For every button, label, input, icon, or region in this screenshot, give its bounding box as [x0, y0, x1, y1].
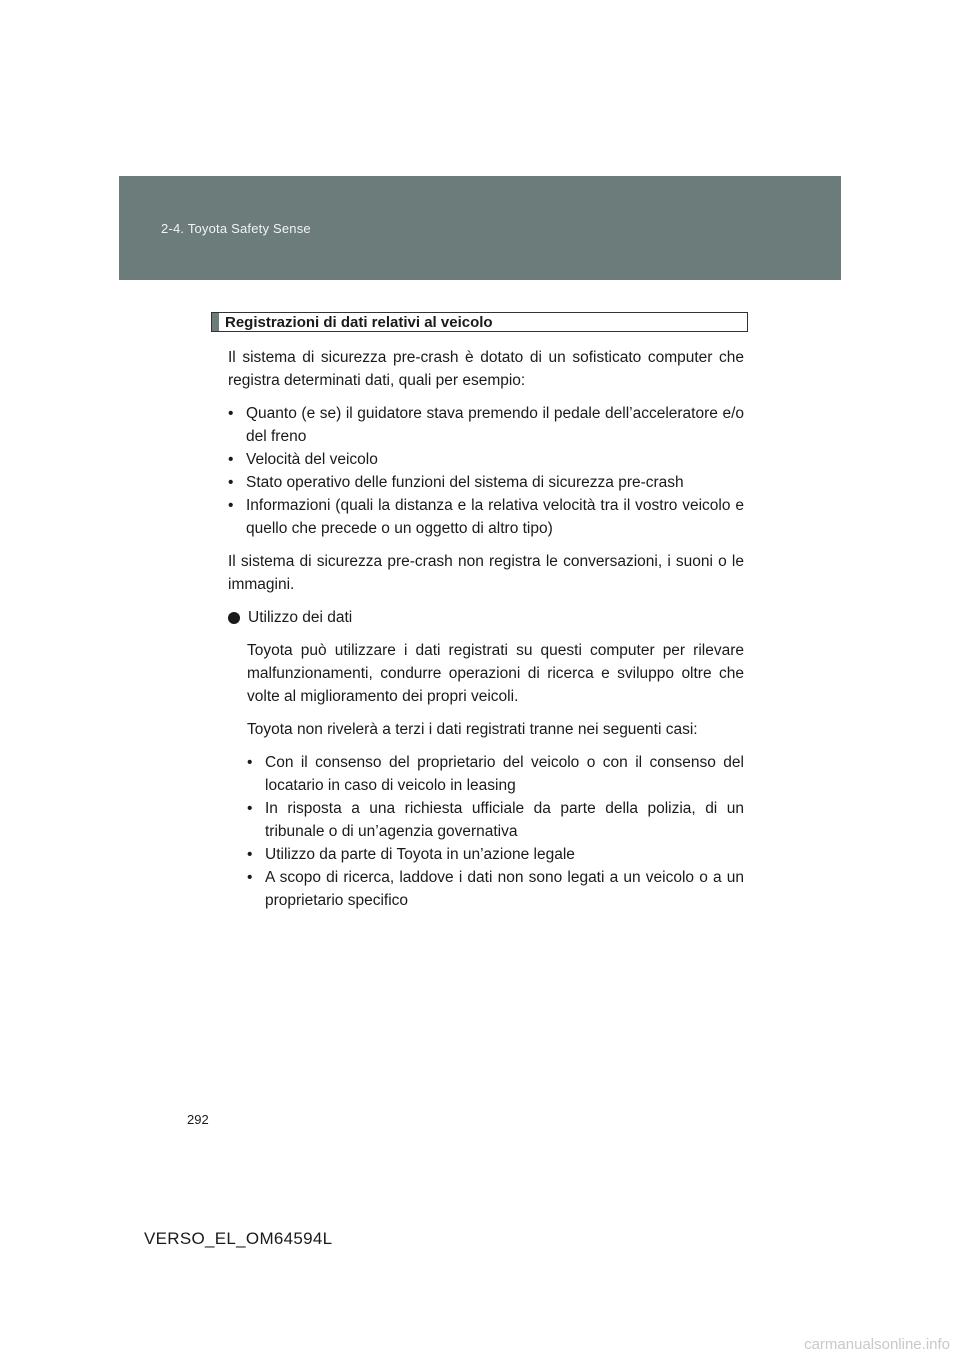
list-item: • A scopo di ricerca, laddove i dati non sono legati a un veicolo o a un proprietario specifico [247, 866, 744, 912]
heading-title: Registrazioni di dati relativi al veicolo [225, 313, 493, 331]
bullet-icon: • [247, 846, 253, 863]
footer-code: VERSO_EL_OM64594L [144, 1229, 333, 1248]
bullet-icon: • [247, 754, 253, 771]
list-item: • Stato operativo delle funzioni del sistema di sicurezza pre-crash [228, 471, 744, 494]
heading-accent-bar [212, 313, 219, 331]
bullet-icon: • [228, 474, 234, 491]
bullet-icon: • [228, 497, 234, 514]
data-use-title: Utilizzo dei dati [248, 609, 353, 626]
disclosure-paragraph: Toyota non rivelerà a terzi i dati registrati tranne nei seguenti casi: [247, 721, 698, 738]
list-item: • Informazioni (quali la distanza e la relativa velocità tra il vostro veicolo e quello che precede o un oggetto di altro tipo) [228, 494, 744, 540]
section-heading [211, 312, 748, 332]
list-item: • Utilizzo da parte di Toyota in un’azione legale [247, 843, 744, 866]
page-number: 292 [187, 1112, 209, 1127]
bullet-icon: • [228, 451, 234, 468]
disclosure-cases-list [247, 751, 744, 912]
intro-paragraph: Il sistema di sicurezza pre-crash è dotato di un sofisticato computer che registra determinati dati, quali per esempio: [228, 349, 744, 389]
bullet-icon: • [228, 405, 234, 422]
list-item: • In risposta a una richiesta ufficiale da parte della polizia, di un tribunale o di un’agenzia governativa [247, 797, 744, 843]
not-recorded-paragraph: Il sistema di sicurezza pre-crash non registra le conversazioni, i suoni o le immagini. [228, 553, 744, 593]
data-use-section [228, 639, 744, 912]
bullet-icon: • [247, 800, 253, 817]
recorded-data-list [228, 402, 744, 540]
section-label: 2-4. Toyota Safety Sense [161, 221, 311, 236]
list-item: • Con il consenso del proprietario del veicolo o con il consenso del locatario in caso di veicolo in leasing [247, 751, 744, 797]
list-item: • Quanto (e se) il guidatore stava premendo il pedale dell’acceleratore e/o del freno [228, 402, 744, 448]
list-item: • Velocità del veicolo [228, 448, 744, 471]
watermark: carmanualsonline.info [804, 1336, 950, 1353]
main-content [228, 346, 744, 922]
bullet-icon: • [247, 869, 253, 886]
filled-circle-icon [228, 612, 240, 624]
data-use-paragraph: Toyota può utilizzare i dati registrati su questi computer per rilevare malfunzionamenti, condurre operazioni di ricerca e sviluppo oltre che volte al miglioramento dei propri veicoli. [247, 642, 744, 705]
data-use-heading [228, 606, 744, 629]
